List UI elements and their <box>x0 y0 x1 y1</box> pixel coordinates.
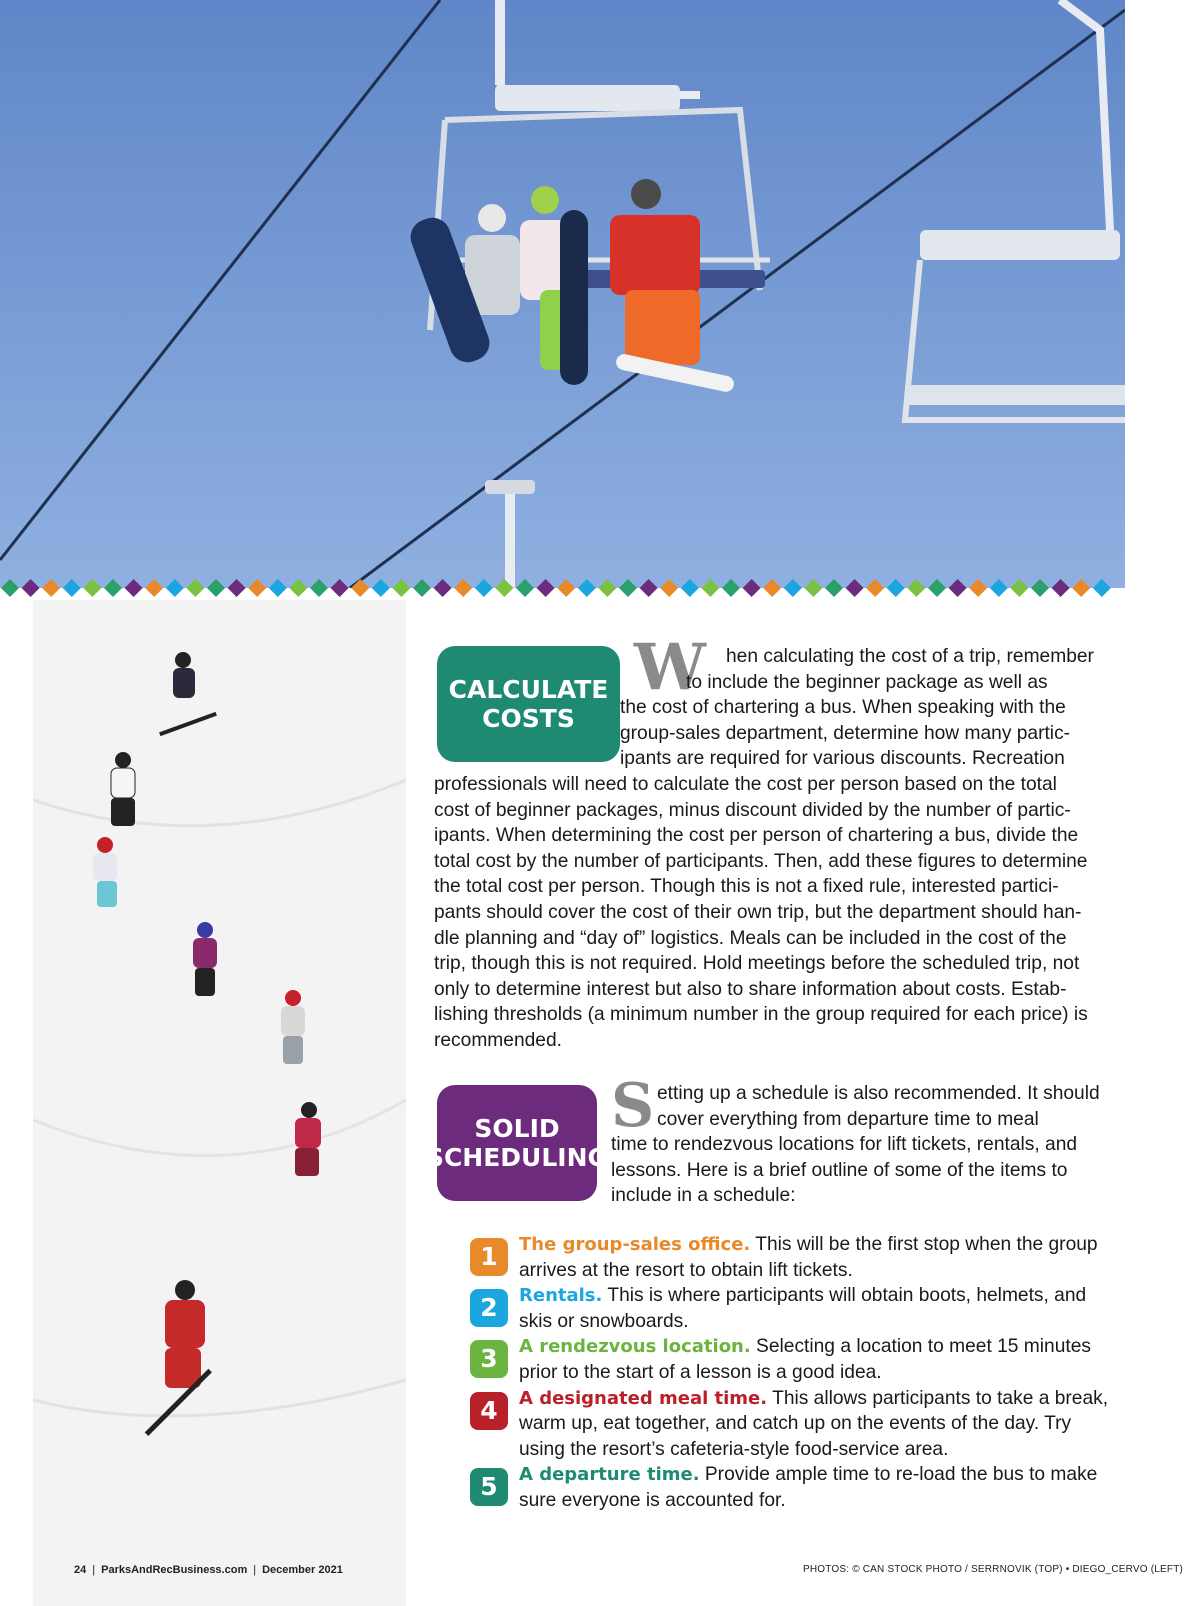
schedule-item-line: skis or snowboards. <box>519 1310 689 1332</box>
schedule-item-line: This allows participants to take a break, <box>767 1387 1109 1409</box>
body-line: time to rendezvous locations for lift tickets, rentals, and <box>611 1134 1078 1156</box>
schedule-item-first-line <box>519 1232 1130 1258</box>
border-diamond <box>681 579 699 597</box>
border-diamond <box>619 579 637 597</box>
calculate-costs-body <box>434 644 1134 1054</box>
border-diamond <box>372 579 390 597</box>
border-diamond <box>825 579 843 597</box>
border-diamond <box>454 579 472 597</box>
body-line: the cost of chartering a bus. When speaking with the <box>620 697 1066 719</box>
number-badge: 2 <box>470 1289 508 1327</box>
heading-line: COSTS <box>482 704 575 733</box>
body-line: professionals will need to calculate the cost per person based on the total <box>434 773 1057 795</box>
border-diamond <box>1031 579 1049 597</box>
border-diamond <box>949 579 967 597</box>
border-diamond <box>22 579 40 597</box>
border-diamond <box>145 579 163 597</box>
border-diamond <box>969 579 987 597</box>
schedule-item <box>470 1462 1130 1513</box>
body-line: dle planning and “day of” logistics. Meals can be included in the cost of the <box>434 927 1067 949</box>
schedule-item-first-line <box>519 1283 1130 1309</box>
border-diamond <box>537 579 555 597</box>
border-diamond <box>186 579 204 597</box>
schedule-item-first-line <box>519 1462 1130 1488</box>
page-footer <box>74 1564 343 1576</box>
schedule-item-line: sure everyone is accounted for. <box>519 1489 786 1511</box>
number-badge: 1 <box>470 1238 508 1276</box>
number-badge: 3 <box>470 1340 508 1378</box>
border-diamond <box>310 579 328 597</box>
border-diamond <box>557 579 575 597</box>
dropcap-w: W <box>634 630 706 705</box>
body-line: etting up a schedule is also recommended. It should <box>657 1083 1100 1104</box>
page-number: 24 <box>74 1564 87 1576</box>
skiers-photo <box>33 600 406 1606</box>
schedule-item-line: arrives at the resort to obtain lift tickets. <box>519 1259 853 1281</box>
border-diamond <box>125 579 143 597</box>
schedule-item-line: Selecting a location to meet 15 minutes <box>750 1336 1091 1358</box>
heading-line: SCHEDULING <box>425 1143 609 1172</box>
border-diamond <box>846 579 864 597</box>
schedule-item-title: A departure time. <box>519 1464 700 1486</box>
schedule-item-line: using the resort’s cafeteria-style food-service area. <box>519 1438 949 1460</box>
border-diamond <box>351 579 369 597</box>
border-diamond <box>434 579 452 597</box>
border-diamond <box>495 579 513 597</box>
border-diamond <box>331 579 349 597</box>
schedule-item-title: The group-sales office. <box>519 1234 751 1255</box>
border-diamond <box>207 579 225 597</box>
border-diamond <box>289 579 307 597</box>
body-line: cover everything from departure time to meal <box>657 1108 1039 1130</box>
body-line: pants should cover the cost of their own trip, but the department should han- <box>434 901 1082 923</box>
schedule-item-text <box>519 1386 1130 1463</box>
body-line: lessons. Here is a brief outline of some of the items to <box>611 1159 1068 1181</box>
border-diamond <box>743 579 761 597</box>
schedule-item-first-line <box>519 1386 1130 1412</box>
schedule-item-line: This will be the first stop when the group <box>750 1234 1098 1255</box>
schedule-item <box>470 1232 1130 1283</box>
schedule-item-title: A designated meal time. <box>519 1387 768 1409</box>
border-diamond <box>701 579 719 597</box>
body-line: only to determine interest but also to share information about costs. Estab- <box>434 978 1067 1000</box>
schedule-item-line: Provide ample time to re-load the bus to make <box>699 1464 1098 1486</box>
border-diamond <box>990 579 1008 597</box>
border-diamond <box>866 579 884 597</box>
border-diamond <box>516 579 534 597</box>
border-diamond <box>1072 579 1090 597</box>
border-diamond <box>784 579 802 597</box>
border-diamond <box>42 579 60 597</box>
schedule-item <box>470 1283 1130 1334</box>
solid-scheduling-heading <box>425 1085 609 1201</box>
schedule-item <box>470 1334 1130 1385</box>
border-diamond <box>166 579 184 597</box>
border-diamond <box>907 579 925 597</box>
schedule-list <box>470 1232 1130 1514</box>
body-line: total cost by the number of participants. Then, add these figures to determine <box>434 850 1088 872</box>
separator: | <box>92 1564 96 1576</box>
solid-scheduling-body <box>611 1081 1131 1209</box>
border-diamond <box>228 579 246 597</box>
border-diamond <box>722 579 740 597</box>
border-diamond <box>928 579 946 597</box>
border-diamond <box>248 579 266 597</box>
body-line: ipants. When determining the cost per person of chartering a bus, divide the <box>434 825 1079 847</box>
border-diamond <box>1 579 19 597</box>
chairlift-photo <box>0 0 1125 588</box>
border-diamond <box>804 579 822 597</box>
border-diamond <box>1010 579 1028 597</box>
body-line: cost of beginner packages, minus discount divided by the number of partic- <box>434 799 1071 821</box>
number-badge: 5 <box>470 1468 508 1506</box>
body-line: ipants are required for various discounts. Recreation <box>620 748 1065 770</box>
border-diamond <box>887 579 905 597</box>
border-diamond <box>578 579 596 597</box>
schedule-item <box>470 1386 1130 1463</box>
separator: | <box>253 1564 257 1576</box>
schedule-item-text <box>519 1232 1130 1283</box>
number-badge: 4 <box>470 1392 508 1430</box>
photo-credits: PHOTOS: © CAN STOCK PHOTO / SERRNOVIK (TOP) • DIEGO_CERVO (LEFT) <box>803 1564 1184 1575</box>
schedule-item-line: prior to the start of a lesson is a good idea. <box>519 1361 882 1383</box>
border-diamond <box>83 579 101 597</box>
body-line: hen calculating the cost of a trip, remember <box>726 646 1094 667</box>
issue-date: December 2021 <box>262 1564 343 1576</box>
body-line: recommended. <box>434 1029 562 1051</box>
dropcap-s: S <box>611 1071 655 1141</box>
body-line: include in a schedule: <box>611 1185 796 1207</box>
border-diamond <box>640 579 658 597</box>
border-diamond <box>1093 579 1111 597</box>
schedule-item-text <box>519 1334 1130 1385</box>
body-line: to include the beginner package as well as <box>686 671 1048 693</box>
border-diamond <box>1052 579 1070 597</box>
border-diamond <box>475 579 493 597</box>
body-line: trip, though this is not required. Hold meetings before the scheduled trip, not <box>434 953 1080 975</box>
border-diamond <box>63 579 81 597</box>
border-diamond <box>269 579 287 597</box>
border-diamond <box>413 579 431 597</box>
body-line: the total cost per person. Though this is not a fixed rule, interested partici- <box>434 876 1059 898</box>
heading-line: SOLID <box>474 1113 560 1143</box>
border-diamond <box>660 579 678 597</box>
schedule-item-line: warm up, eat together, and catch up on the events of the day. Try <box>519 1413 1072 1435</box>
schedule-item-first-line <box>519 1334 1130 1360</box>
site-name: ParksAndRecBusiness.com <box>101 1564 248 1576</box>
body-line: lishing thresholds (a minimum number in the group required for each price) is <box>434 1004 1088 1026</box>
heading-line: CALCULATE <box>448 674 609 704</box>
schedule-item-title: Rentals. <box>519 1285 603 1307</box>
border-diamond <box>763 579 781 597</box>
schedule-item-text <box>519 1462 1130 1513</box>
schedule-item-text <box>519 1283 1130 1334</box>
schedule-item-title: A rendezvous location. <box>519 1336 751 1358</box>
schedule-item-line: This is where participants will obtain boots, helmets, and <box>602 1285 1087 1307</box>
border-diamond <box>392 579 410 597</box>
body-line: group-sales department, determine how many partic- <box>620 722 1071 744</box>
border-diamond <box>598 579 616 597</box>
diamond-border <box>0 578 1125 598</box>
border-diamond <box>104 579 122 597</box>
